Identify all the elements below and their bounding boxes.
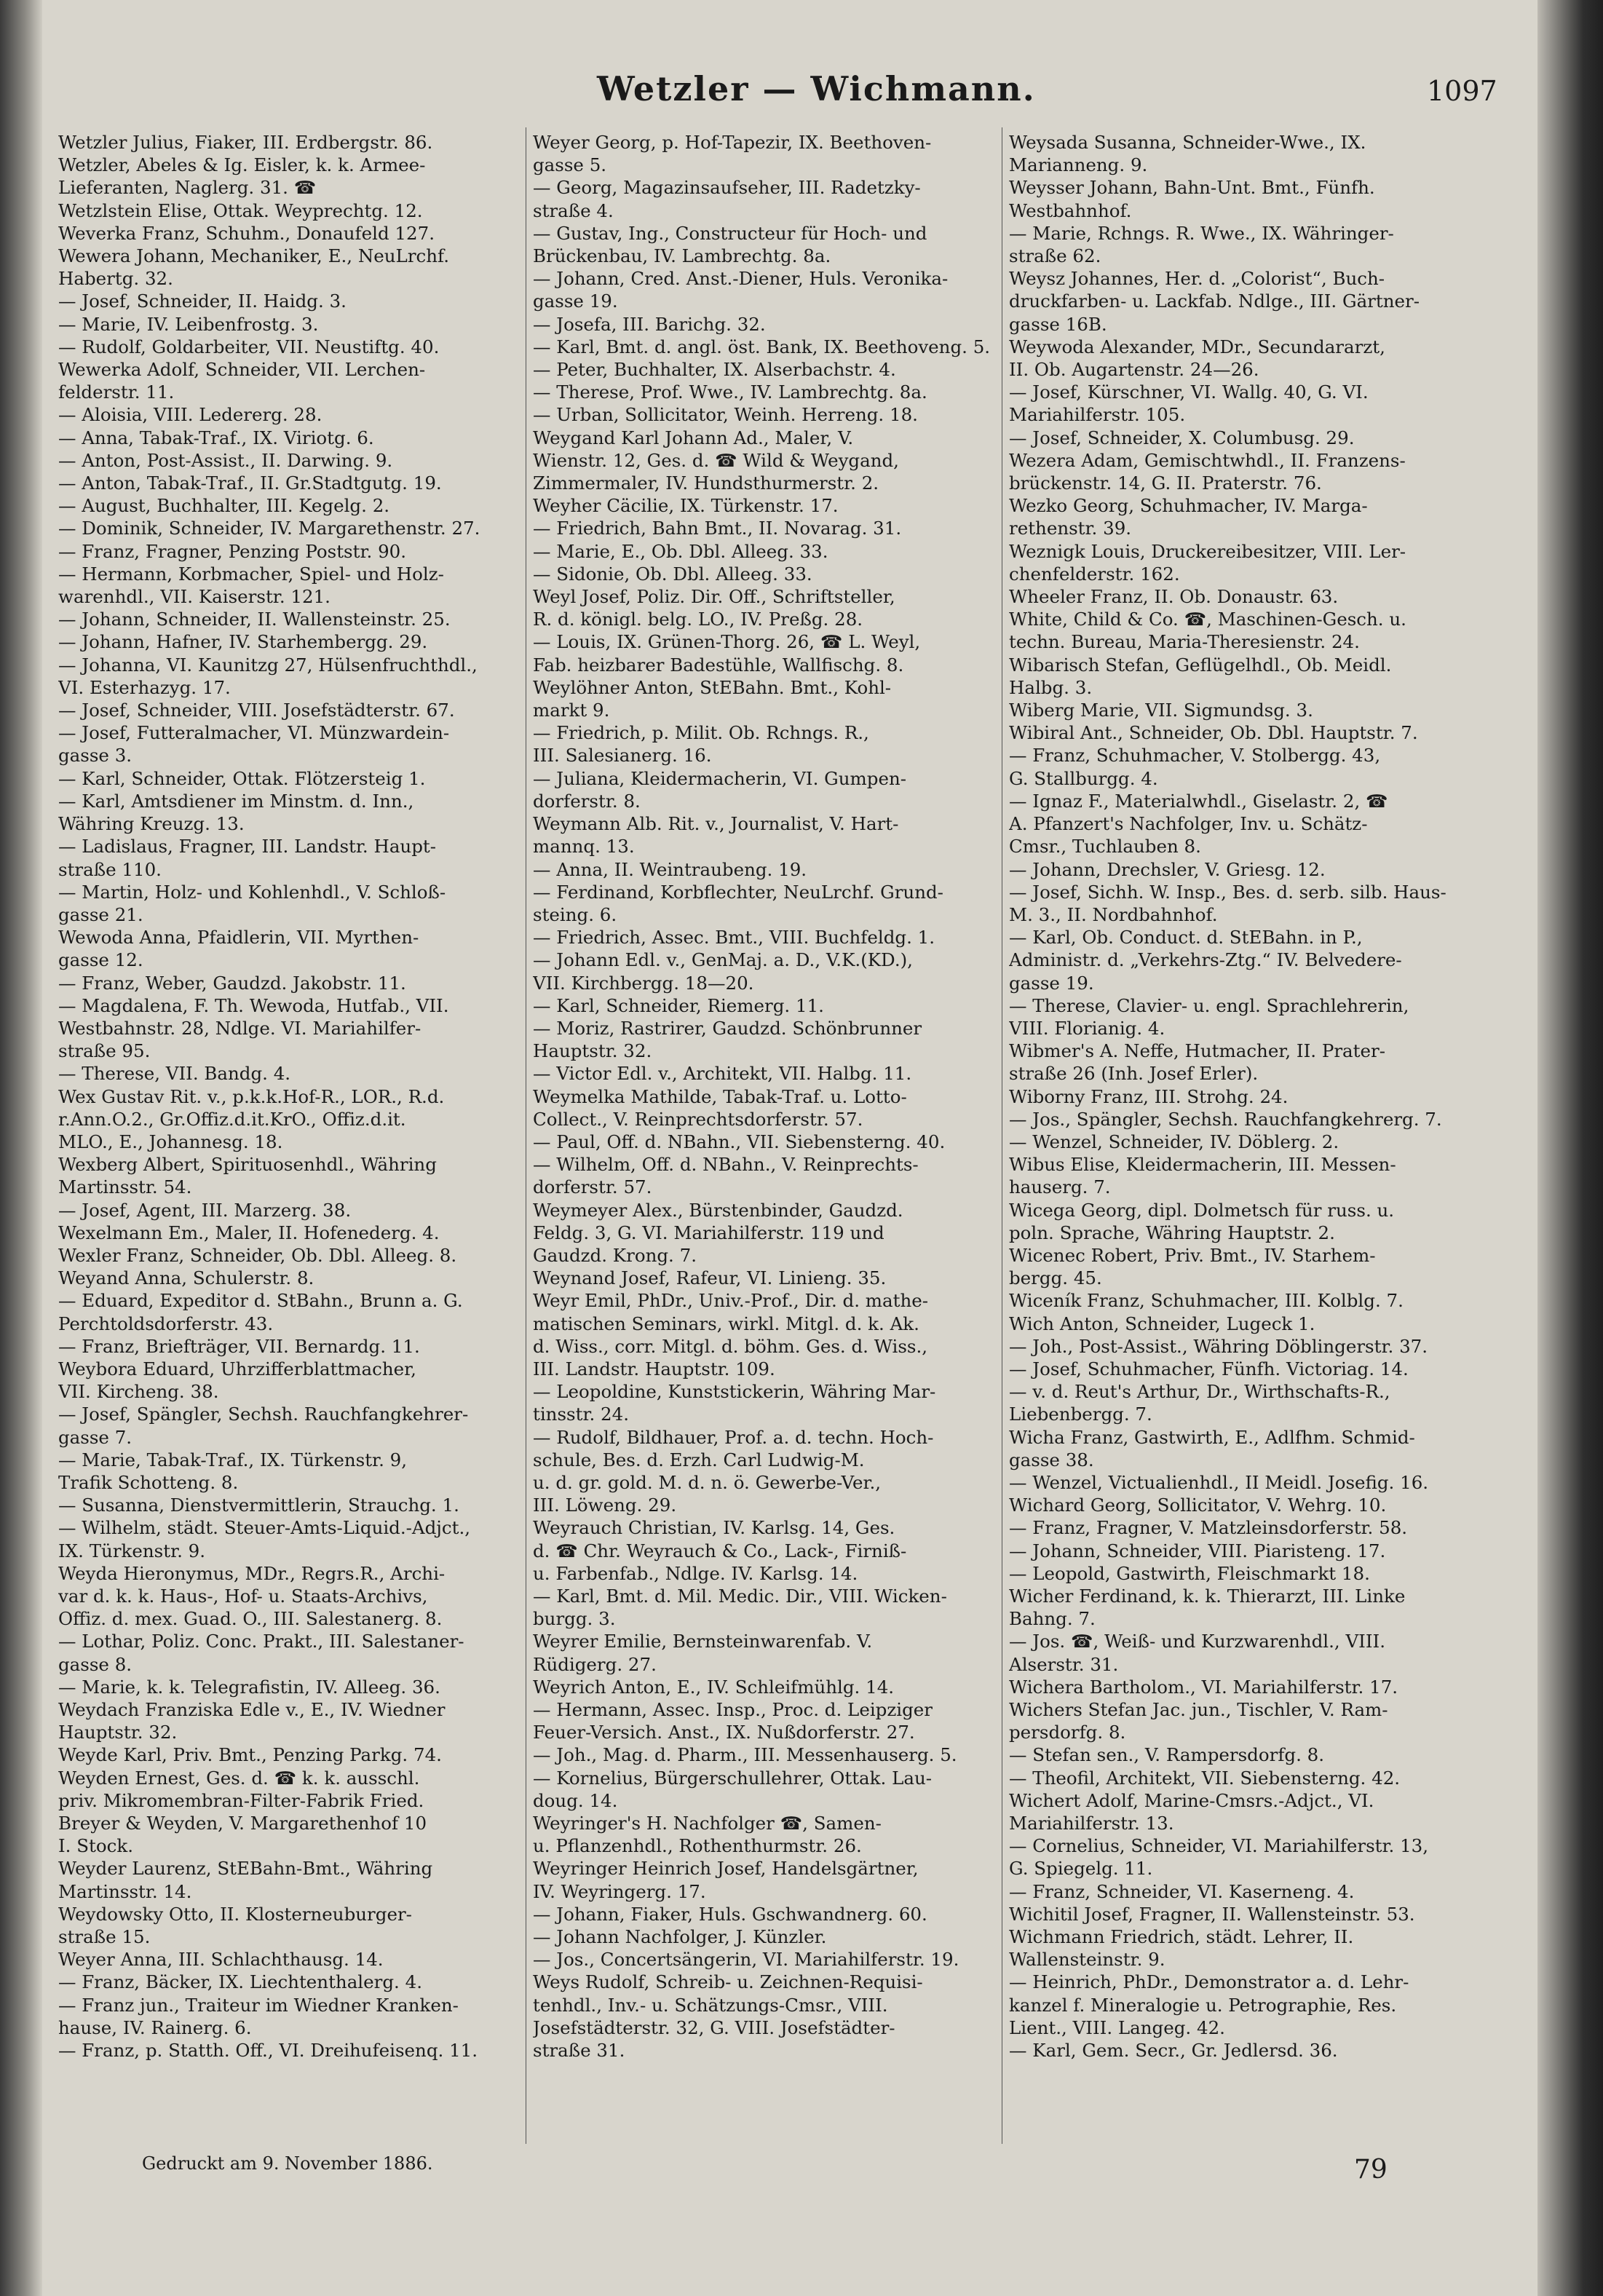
directory-entry-line: Perchtoldsdorferstr. 43. [58, 1313, 274, 1334]
directory-entry-line: — Louis, IX. Grünen-Thorg. 26, ☎ L. Weyl, [533, 631, 921, 653]
directory-entry-line: kanzel f. Mineralogie u. Petrographie, Res. [1009, 1994, 1397, 2016]
directory-entry-line: priv. Mikromembran-Filter-Fabrik Fried. [58, 1789, 424, 1811]
directory-entry-line: Weznigk Louis, Druckereibesitzer, VIII. Ler- [1009, 540, 1406, 562]
directory-entry-line: White, Child & Co. ☎, Maschinen-Gesch. u. [1009, 609, 1406, 630]
directory-entry-line: Breyer & Weyden, V. Margarethenhof 10 [58, 1813, 427, 1834]
directory-entry-line: — Marie, k. k. Telegrafistin, IV. Alleeg. 36. [58, 1676, 440, 1698]
directory-entry-line: — Johanna, VI. Kaunitzg 27, Hülsenfruchthdl., [58, 654, 478, 676]
directory-entry-line: — Therese, Prof. Wwe., IV. Lambrechtg. 8a. [533, 381, 927, 403]
directory-entry-line: Weymelka Mathilde, Tabak-Traf. u. Lotto- [533, 1085, 907, 1107]
directory-entry-line: Wibiral Ant., Schneider, Ob. Dbl. Hauptstr. 7. [1009, 722, 1418, 744]
directory-entry-line: Weyl Josef, Poliz. Dir. Off., Schriftsteller, [533, 586, 895, 608]
directory-entry-line: Wibus Elise, Kleidermacherin, III. Messen- [1009, 1154, 1396, 1176]
directory-entry-line: — Johann, Schneider, II. Wallensteinstr. 25. [58, 609, 451, 630]
directory-entry-line: Lient., VIII. Langeg. 42. [1009, 2016, 1225, 2038]
directory-entry-line: Weysz Johannes, Her. d. „Colorist“, Buch- [1009, 268, 1385, 290]
directory-entry-line: Habertg. 32. [58, 268, 173, 290]
directory-entry-line: Offiz. d. mex. Guad. O., III. Salestanerg. 8. [58, 1608, 443, 1630]
directory-entry-line: Weyden Ernest, Ges. d. ☎ k. k. ausschl. [58, 1767, 420, 1789]
directory-entry-line: Wibarisch Stefan, Geflügelhdl., Ob. Meidl. [1009, 654, 1392, 676]
directory-entry-line: — Josef, Spängler, Sechsh. Rauchfangkehrer- [58, 1404, 469, 1425]
directory-entry-line: Wewerka Adolf, Schneider, VII. Lerchen- [58, 359, 426, 381]
directory-entry-line: Wetzler, Abeles & Ig. Eisler, k. k. Armee- [58, 154, 426, 176]
directory-entry-line: — Johann, Hafner, IV. Starhembergg. 29. [58, 631, 428, 653]
directory-entry-line: VIII. Florianig. 4. [1009, 1017, 1165, 1039]
directory-entry-line: — Josef, Sichh. W. Insp., Bes. d. serb. silb. Haus- [1009, 881, 1446, 903]
directory-entry-line: Alserstr. 31. [1009, 1653, 1119, 1675]
directory-entry-line: — Jos., Spängler, Sechsh. Rauchfangkehrerg. 7. [1009, 1108, 1442, 1130]
directory-entry-line: — Heinrich, PhDr., Demonstrator a. d. Lehr- [1009, 1971, 1409, 1993]
directory-entry-line: — Juliana, Kleidermacherin, VI. Gumpen- [533, 767, 907, 789]
directory-entry-line: — Kornelius, Bürgerschullehrer, Ottak. Lau- [533, 1767, 933, 1789]
directory-entry-line: burgg. 3. [533, 1608, 616, 1630]
directory-entry-line: Rüdigerg. 27. [533, 1653, 657, 1675]
directory-entry-line: — Eduard, Expeditor d. StBahn., Brunn a. G. [58, 1290, 463, 1312]
directory-entry-line: Weyringer Heinrich Josef, Handelsgärtner, [533, 1858, 919, 1880]
directory-entry-line: Wichard Georg, Sollicitator, V. Wehrg. 10. [1009, 1495, 1387, 1516]
directory-entry-line: G. Stallburgg. 4. [1009, 767, 1158, 789]
directory-entry-line: M. 3., II. Nordbahnhof. [1009, 903, 1218, 925]
directory-entry-line: — Cornelius, Schneider, VI. Mariahilferstr. 13, [1009, 1835, 1429, 1857]
directory-entry-line: — Franz, Schneider, VI. Kaserneng. 4. [1009, 1880, 1355, 1902]
directory-entry-line: Cmsr., Tuchlauben 8. [1009, 836, 1201, 858]
directory-entry-line: — Theofil, Architekt, VII. Siebensterng. 42. [1009, 1767, 1401, 1789]
directory-entry-line: Weyer Georg, p. Hof-Tapezir, IX. Beethoven- [533, 132, 932, 153]
directory-entry-line: Collect., V. Reinprechtsdorferstr. 57. [533, 1108, 863, 1130]
directory-entry-line: IV. Weyringerg. 17. [533, 1880, 706, 1902]
directory-entry-line: — Friedrich, p. Milit. Ob. Rchngs. R., [533, 722, 869, 744]
directory-entry-line: Wich Anton, Schneider, Lugeck 1. [1009, 1313, 1315, 1334]
directory-entry-line: — Hermann, Assec. Insp., Proc. d. Leipziger [533, 1699, 933, 1721]
directory-entry-line: Wex Gustav Rit. v., p.k.k.Hof-R., LOR., R.d. [58, 1085, 445, 1107]
directory-entry-line: — Johann, Cred. Anst.-Diener, Huls. Veronika- [533, 268, 949, 290]
directory-entry-line: straße 15. [58, 1926, 151, 1948]
page-number: 1097 [1427, 75, 1497, 107]
directory-entry-line: Weylöhner Anton, StEBahn. Bmt., Kohl- [533, 676, 892, 698]
directory-entry-line: — Rudolf, Bildhauer, Prof. a. d. techn. Hoch- [533, 1426, 934, 1448]
directory-entry-line: bergg. 45. [1009, 1267, 1102, 1289]
directory-entry-line: hause, IV. Rainerg. 6. [58, 2016, 252, 2038]
directory-entry-line: druckfarben- u. Lackfab. Ndlge., III. Gärtner- [1009, 290, 1420, 312]
directory-entry-line: Brückenbau, IV. Lambrechtg. 8a. [533, 245, 831, 267]
directory-entry-line: Trafik Schotteng. 8. [58, 1471, 239, 1493]
directory-entry-line: — Josef, Schneider, X. Columbusg. 29. [1009, 427, 1355, 448]
directory-entry-line: III. Löweng. 29. [533, 1495, 677, 1516]
directory-entry-line: techn. Bureau, Maria-Theresienstr. 24. [1009, 631, 1360, 653]
directory-entry-line: — Aloisia, VIII. Ledererg. 28. [58, 404, 322, 426]
directory-entry-line: Wexberg Albert, Spirituosenhdl., Währing [58, 1154, 437, 1176]
directory-entry-line: mannq. 13. [533, 836, 635, 858]
directory-entry-line: Hauptstr. 32. [58, 1722, 178, 1743]
directory-entry-line: Weyr Emil, PhDr., Univ.-Prof., Dir. d. mathe- [533, 1290, 929, 1312]
directory-entry-line: Wezko Georg, Schuhmacher, IV. Marga- [1009, 495, 1368, 517]
directory-entry-line: — Karl, Amtsdiener im Minstm. d. Inn., [58, 790, 414, 812]
directory-entry-line: Administr. d. „Verkehrs-Ztg.“ IV. Belvedere- [1009, 949, 1402, 971]
directory-entry-line: straße 110. [58, 858, 162, 880]
directory-entry-line: — Karl, Bmt. d. angl. öst. Bank, IX. Beethoveng. 5. [533, 336, 991, 357]
directory-entry-line: — Marie, Rchngs. R. Wwe., IX. Währinger- [1009, 222, 1394, 244]
directory-entry-line: gasse 3. [58, 745, 132, 767]
directory-entry-line: tenhdl., Inv.- u. Schätzungs-Cmsr., VIII. [533, 1994, 888, 2016]
directory-entry-line: — Moriz, Rastrirer, Gaudzd. Schönbrunner [533, 1017, 922, 1039]
directory-entry-line: Weyder Laurenz, StEBahn-Bmt., Währing [58, 1858, 433, 1880]
directory-entry-line: Weydowsky Otto, II. Klosterneuburger- [58, 1903, 412, 1925]
directory-entry-line: Weywoda Alexander, MDr., Secundararzt, [1009, 336, 1385, 357]
directory-entry-line: — Wilhelm, städt. Steuer-Amts-Liquid.-Adjct., [58, 1517, 471, 1539]
directory-entry-line: straße 62. [1009, 245, 1101, 267]
directory-entry-line: A. Pfanzert's Nachfolger, Inv. u. Schätz- [1009, 813, 1368, 835]
directory-entry-line: — Johann, Fiaker, Huls. Gschwandnerg. 60. [533, 1903, 927, 1925]
directory-entry-line: straße 4. [533, 199, 614, 221]
directory-entry-line: Wexelmann Em., Maler, II. Hofenederg. 4. [58, 1222, 440, 1243]
directory-entry-line: — v. d. Reut's Arthur, Dr., Wirthschafts-R., [1009, 1381, 1390, 1403]
directory-entry-line: — Lothar, Poliz. Conc. Prakt., III. Salestaner- [58, 1631, 464, 1652]
directory-entry-line: III. Salesianerg. 16. [533, 745, 712, 767]
directory-entry-line: — Friedrich, Assec. Bmt., VIII. Buchfeldg. 1. [533, 927, 935, 949]
directory-entry-line: Wezera Adam, Gemischtwhdl., II. Franzens- [1009, 449, 1406, 471]
directory-entry-line: gasse 19. [1009, 972, 1094, 994]
directory-entry-line: — Jos. ☎, Weiß- und Kurzwarenhdl., VIII. [1009, 1631, 1385, 1652]
directory-entry-line: — Josef, Schneider, II. Haidg. 3. [58, 290, 347, 312]
directory-entry-line: — Wilhelm, Off. d. NBahn., V. Reinprechts- [533, 1154, 919, 1176]
directory-entry-line: — Josef, Kürschner, VI. Wallg. 40, G. VI. [1009, 381, 1369, 403]
directory-entry-line: Wichert Adolf, Marine-Cmsrs.-Adjct., VI. [1009, 1789, 1374, 1811]
directory-entry-line: — Hermann, Korbmacher, Spiel- und Holz- [58, 563, 444, 585]
directory-entry-line: Weys Rudolf, Schreib- u. Zeichnen-Requisi- [533, 1971, 923, 1993]
directory-entry-line: — Victor Edl. v., Architekt, VII. Halbg. 11. [533, 1063, 912, 1085]
directory-entry-line: — Franz, p. Statth. Off., VI. Dreihufeisenq. 11. [58, 2040, 478, 2062]
directory-entry-line: Wheeler Franz, II. Ob. Donaustr. 63. [1009, 586, 1339, 608]
directory-entry-line: Westbahnhof. [1009, 199, 1132, 221]
directory-entry-line: d. ☎ Chr. Weyrauch & Co., Lack-, Firniß- [533, 1540, 907, 1561]
directory-entry-line: Feuer-Versich. Anst., IX. Nußdorferstr. 27. [533, 1722, 915, 1743]
directory-entry-line: — Franz, Briefträger, VII. Bernardg. 11. [58, 1335, 420, 1357]
directory-entry-line: — Franz, Schuhmacher, V. Stolbergg. 43, [1009, 745, 1381, 767]
directory-entry-line: — Joh., Mag. d. Pharm., III. Messenhauserg. 5. [533, 1744, 957, 1766]
directory-entry-line: Weverka Franz, Schuhm., Donaufeld 127. [58, 222, 435, 244]
directory-entry-line: — Ferdinand, Korbflechter, NeuLrchf. Grund- [533, 881, 943, 903]
directory-entry-line: — Karl, Ob. Conduct. d. StEBahn. in P., [1009, 927, 1363, 949]
directory-entry-line: — Paul, Off. d. NBahn., VII. Siebensterng. 40. [533, 1131, 946, 1152]
directory-entry-line: felderstr. 11. [58, 381, 175, 403]
directory-entry-line: Wetzlstein Elise, Ottak. Weyprechtg. 12. [58, 199, 423, 221]
directory-entry-line: gasse 16B. [1009, 313, 1107, 335]
directory-entry-line: — Anton, Post-Assist., II. Darwing. 9. [58, 449, 393, 471]
directory-entry-line: Wiceník Franz, Schuhmacher, III. Kolblg. 7. [1009, 1290, 1404, 1312]
directory-entry-line: — Karl, Gem. Secr., Gr. Jedlersd. 36. [1009, 2040, 1338, 2062]
directory-entry-line: — Franz, Fragner, Penzing Poststr. 90. [58, 540, 407, 562]
directory-entry-line: Weyda Hieronymus, MDr., Regrs.R., Archi- [58, 1562, 446, 1584]
directory-entry-line: dorferstr. 8. [533, 790, 641, 812]
directory-entry-line: — Johann Edl. v., GenMaj. a. D., V.K.(KD.), [533, 949, 913, 971]
page-edge-shadow [1537, 0, 1603, 2296]
directory-entry-line: Weyrer Emilie, Bernsteinwarenfab. V. [533, 1631, 873, 1652]
directory-entry-line: — Marie, IV. Leibenfrostg. 3. [58, 313, 319, 335]
directory-entry-line: gasse 8. [58, 1653, 132, 1675]
directory-entry-line: II. Ob. Augartenstr. 24—26. [1009, 359, 1259, 381]
directory-entry-line: steing. 6. [533, 903, 617, 925]
directory-entry-line: Fab. heizbarer Badestühle, Wallfischg. 8. [533, 654, 904, 676]
directory-entry-line: — Franz, Weber, Gaudzd. Jakobstr. 11. [58, 972, 406, 994]
directory-entry-line: — Johann, Schneider, VIII. Piaristeng. 17. [1009, 1540, 1386, 1561]
directory-entry-line: — Anna, II. Weintraubeng. 19. [533, 858, 807, 880]
directory-entry-line: Gaudzd. Krong. 7. [533, 1244, 697, 1266]
directory-entry-line: Weyde Karl, Priv. Bmt., Penzing Parkg. 74. [58, 1744, 442, 1766]
directory-entry-line: poln. Sprache, Währing Hauptstr. 2. [1009, 1222, 1335, 1243]
directory-entry-line: Weynand Josef, Rafeur, VI. Linieng. 35. [533, 1267, 887, 1289]
directory-entry-line: Weygand Karl Johann Ad., Maler, V. [533, 427, 854, 448]
directory-entry-line: — August, Buchhalter, III. Kegelg. 2. [58, 495, 390, 517]
directory-entry-line: d. Wiss., corr. Mitgl. d. böhm. Ges. d. Wiss., [533, 1335, 928, 1357]
directory-entry-line: — Josefa, III. Barichg. 32. [533, 313, 766, 335]
directory-entry-line: dorferstr. 57. [533, 1176, 652, 1198]
directory-entry-line: r.Ann.O.2., Gr.Offiz.d.it.KrO., Offiz.d.it. [58, 1108, 406, 1130]
directory-entry-line: III. Landstr. Hauptstr. 109. [533, 1358, 775, 1379]
directory-entry-line: Halbg. 3. [1009, 676, 1093, 698]
directory-entry-line: VII. Kirchbergg. 18—20. [533, 972, 754, 994]
directory-entry-line: u. d. gr. gold. M. d. n. ö. Gewerbe-Ver., [533, 1471, 882, 1493]
directory-entry-line: Weyrich Anton, E., IV. Schleifmühlg. 14. [533, 1676, 895, 1698]
directory-entry-line: Weymann Alb. Rit. v., Journalist, V. Hart- [533, 813, 899, 835]
directory-entry-line: I. Stock. [58, 1835, 133, 1857]
directory-entry-line: Mariahilferstr. 13. [1009, 1813, 1174, 1834]
directory-entry-line: — Gustav, Ing., Constructeur für Hoch- und [533, 222, 927, 244]
directory-entry-line: Wichitil Josef, Fragner, II. Wallensteinstr. 53. [1009, 1903, 1415, 1925]
directory-entry-line: — Josef, Agent, III. Marzerg. 38. [58, 1199, 352, 1221]
directory-entry-line: Weyand Anna, Schulerstr. 8. [58, 1267, 314, 1289]
directory-entry-line: chenfelderstr. 162. [1009, 563, 1180, 585]
directory-entry-line: Weyer Anna, III. Schlachthausg. 14. [58, 1949, 384, 1971]
directory-entry-line: — Ignaz F., Materialwhdl., Giselastr. 2, ☎ [1009, 790, 1388, 812]
directory-entry-line: Weymeyer Alex., Bürstenbinder, Gaudzd. [533, 1199, 903, 1221]
directory-entry-line: — Johann, Drechsler, V. Griesg. 12. [1009, 858, 1326, 880]
directory-entry-line: doug. 14. [533, 1789, 618, 1811]
directory-entry-line: Weybora Eduard, Uhrzifferblattmacher, [58, 1358, 416, 1379]
directory-entry-line: — Franz, Fragner, V. Matzleinsdorferstr. 58. [1009, 1517, 1408, 1539]
directory-entry-line: Wallensteinstr. 9. [1009, 1949, 1165, 1971]
directory-entry-line: matischen Seminars, wirkl. Mitgl. d. k. Ak. [533, 1313, 919, 1334]
directory-entry-line: — Josef, Schneider, VIII. Josefstädterstr. 67. [58, 700, 455, 721]
directory-entry-line: Lieferanten, Naglerg. 31. ☎ [58, 177, 317, 199]
directory-entry-line: Mariahilferstr. 105. [1009, 404, 1186, 426]
directory-entry-line: Weyrauch Christian, IV. Karlsg. 14, Ges. [533, 1517, 895, 1539]
directory-entry-line: straße 31. [533, 2040, 625, 2062]
directory-entry-line: Weydach Franziska Edle v., E., IV. Wiedner [58, 1699, 446, 1721]
directory-entry-line: — Therese, VII. Bandg. 4. [58, 1063, 291, 1085]
sheet-signature-number: 79 [1354, 2155, 1388, 2185]
directory-entry-line: Wewera Johann, Mechaniker, E., NeuLrchf. [58, 245, 450, 267]
directory-entry-line: — Leopold, Gastwirth, Fleischmarkt 18. [1009, 1562, 1370, 1584]
directory-entry-line: Weysser Johann, Bahn-Unt. Bmt., Fünfh. [1009, 177, 1375, 199]
directory-entry-line: VI. Esterhazyg. 17. [58, 676, 231, 698]
directory-entry-line: Wibmer's A. Neffe, Hutmacher, II. Prater- [1009, 1040, 1385, 1062]
directory-entry-line: — Stefan sen., V. Rampersdorfg. 8. [1009, 1744, 1325, 1766]
directory-entry-line: — Karl, Bmt. d. Mil. Medic. Dir., VIII. Wicken- [533, 1586, 947, 1607]
directory-entry-line: — Martin, Holz- und Kohlenhdl., V. Schloß- [58, 881, 446, 903]
directory-entry-line: — Anna, Tabak-Traf., IX. Viriotg. 6. [58, 427, 374, 448]
directory-entry-line: Liebenbergg. 7. [1009, 1404, 1152, 1425]
directory-entry-line: Zimmermaler, IV. Hundsthurmerstr. 2. [533, 472, 879, 494]
directory-entry-line: straße 95. [58, 1040, 151, 1062]
directory-entry-line: VII. Kircheng. 38. [58, 1381, 219, 1403]
directory-entry-line: u. Pflanzenhdl., Rothenthurmstr. 26. [533, 1835, 862, 1857]
directory-entry-line: persdorfg. 8. [1009, 1722, 1126, 1743]
directory-entry-line: Wicenec Robert, Priv. Bmt., IV. Starhem- [1009, 1244, 1376, 1266]
directory-entry-line: rethenstr. 39. [1009, 518, 1132, 539]
directory-entry-line: — Josef, Futteralmacher, VI. Münzwardein- [58, 722, 450, 744]
directory-entry-line: var d. k. k. Haus-, Hof- u. Staats-Archivs, [58, 1586, 428, 1607]
directory-entry-line: MLO., E., Johannesg. 18. [58, 1131, 283, 1152]
directory-entry-line: — Jos., Concertsängerin, VI. Mariahilferstr. 19. [533, 1949, 959, 1971]
directory-entry-line: brückenstr. 14, G. II. Praterstr. 76. [1009, 472, 1322, 494]
directory-entry-line: — Franz jun., Traiteur im Wiedner Kranken- [58, 1994, 459, 2016]
directory-entry-line: gasse 7. [58, 1426, 132, 1448]
directory-entry-line: IX. Türkenstr. 9. [58, 1540, 206, 1561]
book-gutter [0, 0, 42, 2296]
directory-entry-line: — Magdalena, F. Th. Wewoda, Hutfab., VII. [58, 994, 449, 1016]
directory-entry-line: — Karl, Schneider, Riemerg. 11. [533, 994, 824, 1016]
directory-entry-line: Marianneng. 9. [1009, 154, 1148, 176]
directory-entry-line: Wichmann Friedrich, städt. Lehrer, II. [1009, 1926, 1354, 1948]
directory-entry-line: Wichera Bartholom., VI. Mariahilferstr. 17. [1009, 1676, 1398, 1698]
directory-entry-line: Josefstädterstr. 32, G. VIII. Josefstädter- [533, 2016, 895, 2038]
directory-entry-line: — Dominik, Schneider, IV. Margarethenstr. 27. [58, 518, 480, 539]
directory-entry-line: — Sidonie, Ob. Dbl. Alleeg. 33. [533, 563, 812, 585]
print-date-note: Gedruckt am 9. November 1886. [142, 2153, 433, 2174]
directory-entry-line: Martinsstr. 14. [58, 1880, 192, 1902]
directory-entry-line: Wiberg Marie, VII. Sigmundsg. 3. [1009, 700, 1313, 721]
running-head-title: Wetzler — Wichmann. [597, 69, 1036, 108]
directory-entry-line: — Johann Nachfolger, J. Künzler. [533, 1926, 827, 1948]
directory-entry-line: tinsstr. 24. [533, 1404, 630, 1425]
directory-entry-line: Hauptstr. 32. [533, 1040, 652, 1062]
directory-entry-line: — Georg, Magazinsaufseher, III. Radetzky- [533, 177, 921, 199]
directory-entry-line: Weyringer's H. Nachfolger ☎, Samen- [533, 1813, 882, 1834]
directory-column-1 [58, 131, 528, 2140]
directory-entry-line: hauserg. 7. [1009, 1176, 1111, 1198]
directory-entry-line: — Therese, Clavier- u. engl. Sprachlehrerin, [1009, 994, 1409, 1016]
directory-entry-line: straße 26 (Inh. Josef Erler). [1009, 1063, 1259, 1085]
directory-entry-line: R. d. königl. belg. LO., IV. Preßg. 28. [533, 609, 863, 630]
directory-entry-line: schule, Bes. d. Erzh. Carl Ludwig-M. [533, 1449, 865, 1470]
directory-entry-line: Weysada Susanna, Schneider-Wwe., IX. [1009, 132, 1366, 153]
directory-entry-line: — Wenzel, Schneider, IV. Döblerg. 2. [1009, 1131, 1339, 1152]
directory-entry-line: — Susanna, Dienstvermittlerin, Strauchg. 1. [58, 1495, 459, 1516]
directory-entry-line: — Franz, Bäcker, IX. Liechtenthalerg. 4. [58, 1971, 422, 1993]
directory-entry-line: — Marie, E., Ob. Dbl. Alleeg. 33. [533, 540, 828, 562]
directory-entry-line: gasse 19. [533, 290, 618, 312]
directory-entry-line: Wiborny Franz, III. Strohg. 24. [1009, 1085, 1289, 1107]
directory-entry-line: gasse 12. [58, 949, 143, 971]
directory-entry-line: — Joh., Post-Assist., Währing Döblingerstr. 37. [1009, 1335, 1428, 1357]
directory-entry-line: — Anton, Tabak-Traf., II. Gr.Stadtgutg. 19. [58, 472, 442, 494]
directory-column-2 [533, 131, 1002, 2140]
directory-entry-line: Wetzler Julius, Fiaker, III. Erdbergstr. 86. [58, 132, 433, 153]
directory-entry-line: Feldg. 3, G. VI. Mariahilferstr. 119 und [533, 1222, 884, 1243]
directory-entry-line: Wexler Franz, Schneider, Ob. Dbl. Alleeg. 8. [58, 1244, 457, 1266]
directory-entry-line: gasse 38. [1009, 1449, 1094, 1470]
directory-entry-line: Wicha Franz, Gastwirth, E., Adlfhm. Schmid- [1009, 1426, 1415, 1448]
directory-entry-line: Wewoda Anna, Pfaidlerin, VII. Myrthen- [58, 927, 419, 949]
directory-entry-line: — Wenzel, Victualienhdl., II Meidl. Josefig. 16. [1009, 1471, 1429, 1493]
directory-entry-line: u. Farbenfab., Ndlge. IV. Karlsg. 14. [533, 1562, 858, 1584]
directory-entry-line: Martinsstr. 54. [58, 1176, 192, 1198]
directory-entry-line: — Ladislaus, Fragner, III. Landstr. Haupt- [58, 836, 437, 858]
directory-entry-line: warenhdl., VII. Kaiserstr. 121. [58, 586, 331, 608]
directory-entry-line: — Rudolf, Goldarbeiter, VII. Neustiftg. 40. [58, 336, 440, 357]
directory-column-3 [1009, 131, 1479, 2140]
directory-entry-line: gasse 21. [58, 903, 143, 925]
directory-entry-line: — Josef, Schuhmacher, Fünfh. Victoriag. 14. [1009, 1358, 1409, 1379]
directory-entry-line: — Friedrich, Bahn Bmt., II. Novarag. 31. [533, 518, 902, 539]
directory-entry-line: gasse 5. [533, 154, 607, 176]
directory-entry-line: Wicega Georg, dipl. Dolmetsch für russ. u. [1009, 1199, 1395, 1221]
directory-entry-line: — Karl, Schneider, Ottak. Flötzersteig 1. [58, 767, 426, 789]
directory-entry-line: Wichers Stefan Jac. jun., Tischler, V. Ram- [1009, 1699, 1388, 1721]
directory-entry-line: Weyher Cäcilie, IX. Türkenstr. 17. [533, 495, 839, 517]
directory-entry-line: — Urban, Sollicitator, Weinh. Herreng. 18. [533, 404, 918, 426]
directory-entry-line: — Leopoldine, Kunststickerin, Währing Mar- [533, 1381, 936, 1403]
directory-entry-line: Westbahnstr. 28, Ndlge. VI. Mariahilfer- [58, 1017, 421, 1039]
page-header [0, 69, 1543, 120]
directory-entry-line: Wienstr. 12, Ges. d. ☎ Wild & Weygand, [533, 449, 899, 471]
directory-entry-line: — Marie, Tabak-Traf., IX. Türkenstr. 9, [58, 1449, 408, 1470]
directory-entry-line: — Peter, Buchhalter, IX. Alserbachstr. 4. [533, 359, 896, 381]
directory-entry-line: Wicher Ferdinand, k. k. Thierarzt, III. Linke [1009, 1586, 1406, 1607]
directory-entry-line: markt 9. [533, 700, 610, 721]
directory-entry-line: Währing Kreuzg. 13. [58, 813, 245, 835]
directory-entry-line: G. Spiegelg. 11. [1009, 1858, 1153, 1880]
directory-entry-line: Bahng. 7. [1009, 1608, 1096, 1630]
